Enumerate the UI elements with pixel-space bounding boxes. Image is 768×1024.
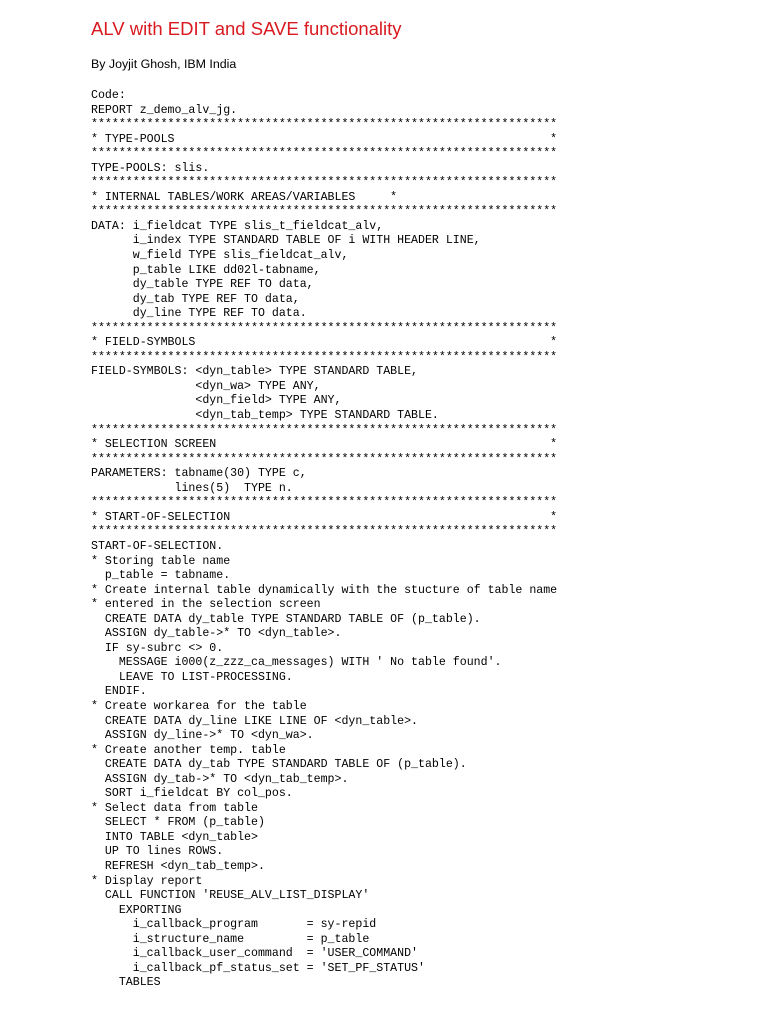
code-line: <dyn_field> TYPE ANY, [91, 394, 342, 408]
code-line: ******************************************************************* [91, 350, 558, 364]
code-line: ******************************************************************* [91, 176, 558, 190]
code-line: ENDIF. [91, 685, 147, 699]
code-line: LEAVE TO LIST-PROCESSING. [91, 670, 293, 684]
code-line: UP TO lines ROWS. [91, 845, 224, 859]
code-line: IF sy-subrc <> 0. [91, 641, 224, 655]
code-line: FIELD-SYMBOLS: <dyn_table> TYPE STANDARD TABLE, [91, 365, 418, 379]
code-line: * Create internal table dynamically with the stucture of table name [91, 583, 558, 597]
code-line: ******************************************************************* [91, 147, 558, 161]
document-title: ALV with EDIT and SAVE functionality [91, 18, 402, 39]
code-line: * Display report [91, 874, 203, 888]
code-line: * Create workarea for the table [91, 699, 307, 713]
code-line: ******************************************************************* [91, 118, 558, 132]
code-line: * INTERNAL TABLES/WORK AREAS/VARIABLES * [91, 190, 398, 204]
code-block [91, 89, 557, 991]
code-line: MESSAGE i000(z_zzz_ca_messages) WITH ' No table found'. [91, 656, 502, 670]
code-line: lines(5) TYPE n. [91, 481, 293, 495]
code-line: * TYPE-POOLS * [91, 132, 558, 146]
code-line: DATA: i_fieldcat TYPE slis_t_fieldcat_alv, [91, 219, 384, 233]
code-line: * SELECTION SCREEN * [91, 438, 558, 452]
code-line: * FIELD-SYMBOLS * [91, 336, 558, 350]
code-line: ******************************************************************* [91, 321, 558, 335]
code-line: dy_tab TYPE REF TO data, [91, 292, 300, 306]
code-line: CREATE DATA dy_line LIKE LINE OF <dyn_table>. [91, 714, 418, 728]
code-line: * START-OF-SELECTION * [91, 510, 558, 524]
code-line: PARAMETERS: tabname(30) TYPE c, [91, 467, 307, 481]
code-line: i_callback_user_command = 'USER_COMMAND' [91, 947, 418, 961]
code-line: INTO TABLE <dyn_table> [91, 830, 258, 844]
code-line: EXPORTING [91, 903, 182, 917]
code-line: TYPE-POOLS: slis. [91, 161, 210, 175]
code-line: i_callback_pf_status_set = 'SET_PF_STATUS' [91, 961, 425, 975]
code-line: i_callback_program = sy-repid [91, 918, 377, 932]
code-line: ASSIGN dy_line->* TO <dyn_wa>. [91, 729, 314, 743]
code-line: SELECT * FROM (p_table) [91, 816, 265, 830]
code-line: * Select data from table [91, 801, 258, 815]
code-line: REFRESH <dyn_tab_temp>. [91, 859, 265, 873]
code-line: CREATE DATA dy_table TYPE STANDARD TABLE OF (p_table). [91, 612, 481, 626]
code-line: <dyn_tab_temp> TYPE STANDARD TABLE. [91, 409, 439, 423]
code-line: * entered in the selection screen [91, 598, 321, 612]
code-line: * Storing table name [91, 554, 231, 568]
code-line: ASSIGN dy_table->* TO <dyn_table>. [91, 627, 342, 641]
code-line: SORT i_fieldcat BY col_pos. [91, 787, 293, 801]
code-line: Code: [91, 89, 126, 102]
code-line: ******************************************************************* [91, 205, 558, 219]
code-line: ******************************************************************* [91, 452, 558, 466]
code-line: dy_table TYPE REF TO data, [91, 278, 314, 292]
code-line: i_structure_name = p_table [91, 932, 370, 946]
code-line: ASSIGN dy_tab->* TO <dyn_tab_temp>. [91, 772, 349, 786]
code-line: w_field TYPE slis_fieldcat_alv, [91, 249, 349, 263]
author-byline: By Joyjit Ghosh, IBM India [91, 57, 237, 71]
code-line: REPORT z_demo_alv_jg. [91, 103, 238, 117]
code-line: * Create another temp. table [91, 743, 286, 757]
code-line: dy_line TYPE REF TO data. [91, 307, 307, 321]
code-line: i_index TYPE STANDARD TABLE OF i WITH HEADER LINE, [91, 234, 481, 248]
code-line: ******************************************************************* [91, 496, 558, 510]
code-line: CALL FUNCTION 'REUSE_ALV_LIST_DISPLAY' [91, 889, 370, 903]
code-line: CREATE DATA dy_tab TYPE STANDARD TABLE OF (p_table). [91, 758, 467, 772]
code-line: <dyn_wa> TYPE ANY, [91, 379, 321, 393]
code-line: ******************************************************************* [91, 423, 558, 437]
code-line: START-OF-SELECTION. [91, 539, 224, 553]
code-line: p_table LIKE dd02l-tabname, [91, 263, 321, 277]
code-line: p_table = tabname. [91, 569, 231, 583]
code-line: TABLES [91, 976, 161, 990]
code-line: ******************************************************************* [91, 525, 558, 539]
